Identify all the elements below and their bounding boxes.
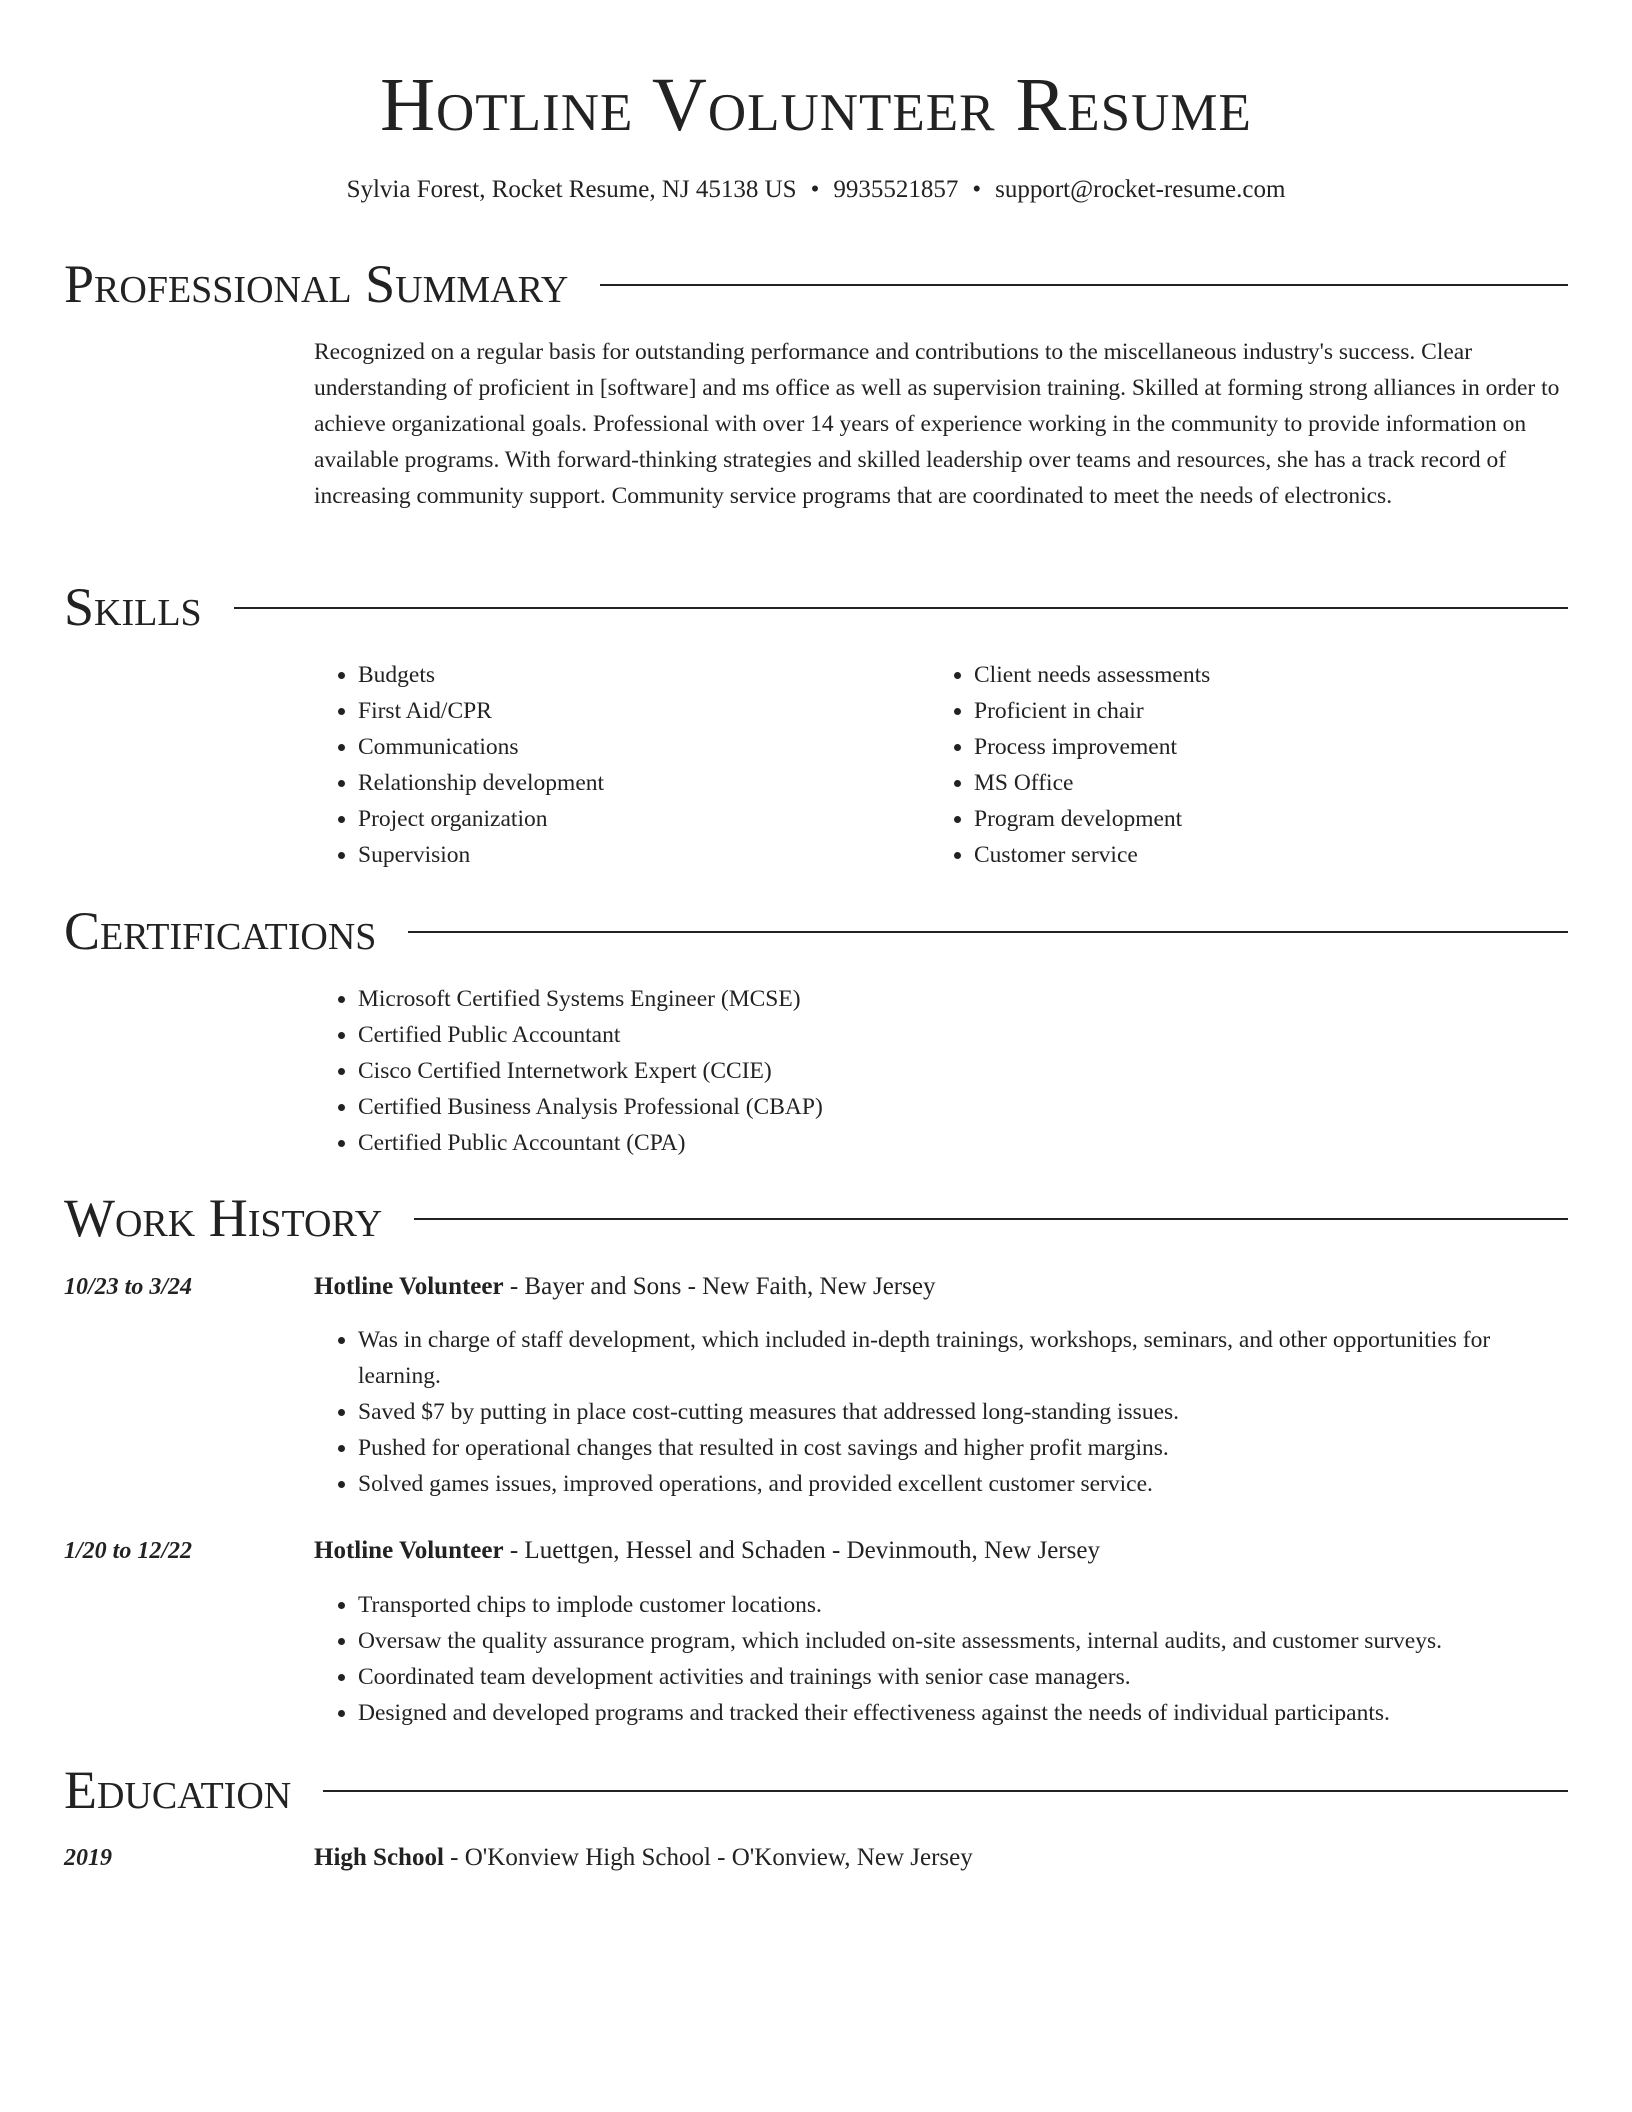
section-title-certifications: Certifications — [64, 901, 377, 961]
list-item: • Proficient in chair — [974, 693, 1546, 729]
list-item: • Designed and developed programs and tracked their effectiveness against the needs of individual participants. — [358, 1695, 1570, 1731]
list-item: • Pushed for operational changes that resulted in cost savings and higher profit margins. — [358, 1430, 1570, 1466]
contact-separator: • — [972, 176, 982, 203]
list-item: • Coordinated team development activities and trainings with senior case managers. — [358, 1659, 1570, 1695]
list-item: • Certified Public Accountant (CPA) — [358, 1125, 1570, 1161]
contact-line — [0, 172, 1632, 208]
contact-address: Sylvia Forest, Rocket Resume, NJ 45138 US — [346, 176, 797, 203]
list-item: • Supervision — [358, 837, 930, 873]
list-item: • Project organization — [358, 801, 930, 837]
education-year: 2019 — [64, 1845, 112, 1871]
education-school: - O'Konview High School - O'Konview, New Jersey — [443, 1844, 973, 1871]
contact-separator: • — [810, 176, 820, 203]
list-item: • Transported chips to implode customer locations. — [358, 1587, 1570, 1623]
skills-column-left — [314, 657, 930, 873]
section-title-education: Education — [64, 1760, 292, 1820]
list-item: • Microsoft Certified Systems Engineer (MCSE) — [358, 981, 1570, 1017]
summary-text: Recognized on a regular basis for outstanding performance and contributions to the miscellaneous industry's success. Clear understanding of proficient in [software] and ms office as well as supervision training. Skilled at forming strong alliances in order to achieve organizational goals. Professional with over 14 years of experience working in the community to provide information on available programs. With forward-thinking strategies and skilled leadership over teams and resources, she has a track record of increasing community support. Community service programs that are coordinated to meet the needs of electronics. — [314, 339, 1560, 509]
job-header — [314, 1533, 1570, 1569]
section-divider — [408, 931, 1568, 933]
list-item: • Was in charge of staff development, which included in-depth trainings, workshops, seminars, and other opportunities for learning. — [358, 1322, 1570, 1394]
job-role: Hotline Volunteer — [314, 1273, 504, 1300]
job-bullets — [314, 1322, 1570, 1502]
list-item: • Client needs assessments — [974, 657, 1546, 693]
skills-column-right — [930, 657, 1546, 873]
section-title-skills: Skills — [64, 577, 202, 637]
section-divider — [414, 1218, 1568, 1220]
skills-left-list — [314, 657, 930, 873]
job-duties-list — [314, 1322, 1570, 1502]
job-header — [314, 1269, 1570, 1305]
section-heading-certifications — [64, 899, 1568, 963]
list-item: • Saved $7 by putting in place cost-cutting measures that addressed long-standing issues. — [358, 1394, 1570, 1430]
section-divider — [323, 1790, 1568, 1792]
list-item: • Solved games issues, improved operations, and provided excellent customer service. — [358, 1466, 1570, 1502]
section-heading-skills — [64, 575, 1568, 639]
skills-list — [314, 657, 1570, 873]
list-item: • Cisco Certified Internetwork Expert (CCIE) — [358, 1053, 1570, 1089]
section-heading-work-history — [64, 1186, 1568, 1250]
list-item: • MS Office — [974, 765, 1546, 801]
list-item: • Certified Public Accountant — [358, 1017, 1570, 1053]
certifications-bullets — [314, 981, 1570, 1161]
education-degree: High School — [314, 1844, 444, 1871]
job-duties-list — [314, 1587, 1570, 1731]
resume-title: Hotline Volunteer Resume — [380, 63, 1252, 147]
list-item: • Certified Business Analysis Professional (CBAP) — [358, 1089, 1570, 1125]
section-title-summary: Professional Summary — [64, 254, 569, 314]
list-item: • Budgets — [358, 657, 930, 693]
list-item: • Process improvement — [974, 729, 1546, 765]
contact-email[interactable]: support@rocket-resume.com — [995, 176, 1286, 203]
job-company: - Luettgen, Hessel and Schaden - Devinmouth, New Jersey — [503, 1537, 1100, 1564]
job-dates: 10/23 to 3/24 — [64, 1274, 193, 1300]
education-header — [314, 1840, 1570, 1876]
list-item: • First Aid/CPR — [358, 693, 930, 729]
contact-phone: 9935521857 — [833, 176, 959, 203]
list-item: • Communications — [358, 729, 930, 765]
list-item: • Relationship development — [358, 765, 930, 801]
list-item: • Customer service — [974, 837, 1546, 873]
job-company: - Bayer and Sons - New Faith, New Jersey — [503, 1273, 936, 1300]
list-item: • Oversaw the quality assurance program, which included on-site assessments, internal audits, and customer surveys. — [358, 1623, 1570, 1659]
certifications-list — [314, 981, 1570, 1161]
list-item: • Program development — [974, 801, 1546, 837]
section-divider — [234, 607, 1568, 609]
section-divider — [600, 284, 1568, 286]
job-role: Hotline Volunteer — [314, 1537, 504, 1564]
skills-right-list — [930, 657, 1546, 873]
job-dates: 1/20 to 12/22 — [64, 1538, 193, 1564]
section-title-work-history: Work History — [64, 1188, 383, 1248]
section-heading-education — [64, 1758, 1568, 1822]
job-bullets — [314, 1587, 1570, 1731]
section-heading-summary — [64, 252, 1568, 316]
